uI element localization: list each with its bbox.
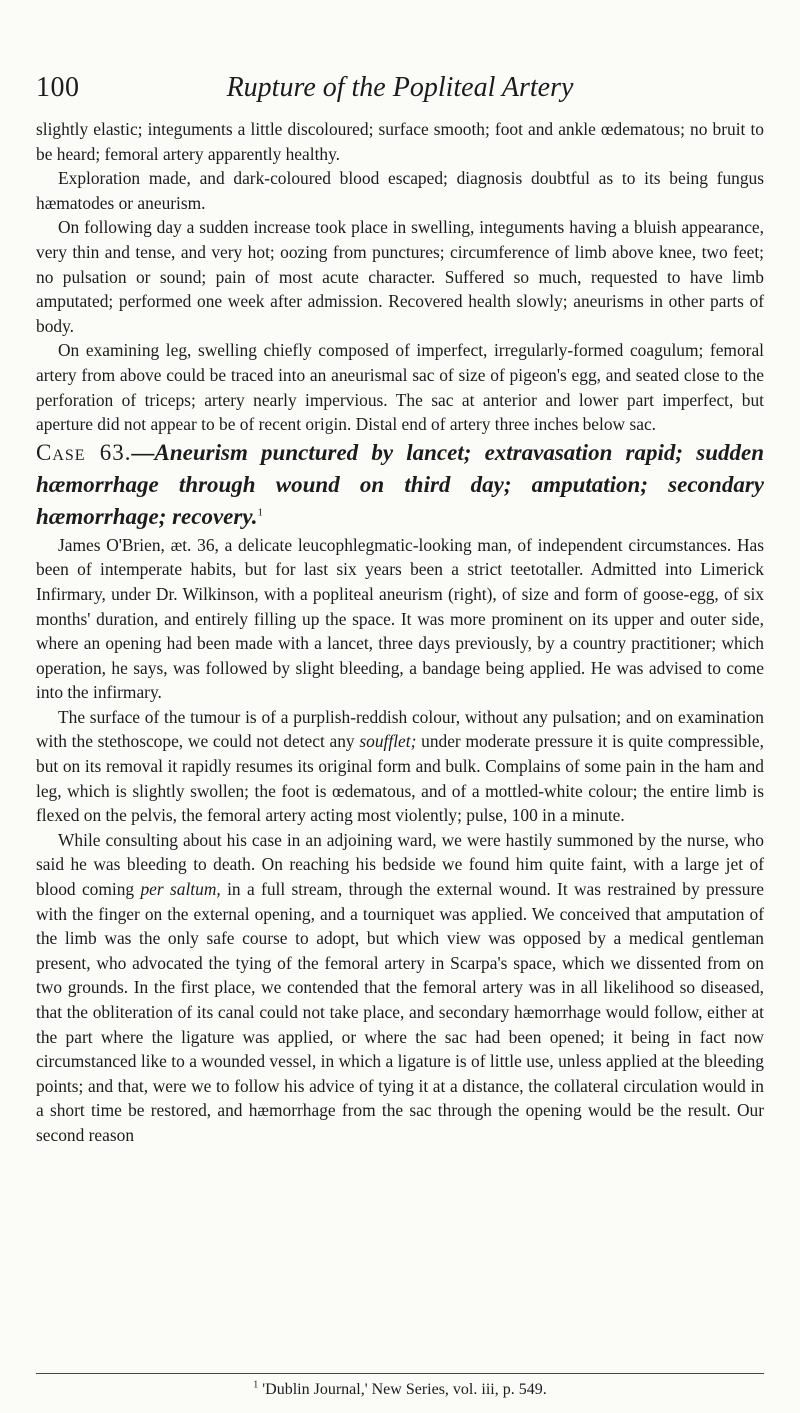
case-heading xyxy=(36,437,764,533)
case-title: —Aneurism punctured by lancet; extravasation rapid; sudden hæmorrhage through wound on third day; amputation; secondary hæmorrhage; recovery. xyxy=(36,439,764,529)
paragraph xyxy=(36,705,764,828)
paragraph: On examining leg, swelling chiefly composed of imperfect, irregularly-formed coagulum; femoral artery from above could be traced into an aneurismal sac of size of pigeon's egg, and seated close to the perforation of triceps; artery nearly impervious. The sac at anterior and lower part imperfect, but aperture did not appear to be of recent origin. Distal end of artery three inches below sac. xyxy=(36,340,764,435)
page-number: 100 xyxy=(36,72,80,103)
footnote-text: 'Dublin Journal,' New Series, vol. iii, p. 549. xyxy=(258,1381,547,1398)
page-header xyxy=(36,72,764,112)
paragraph-text: under moderate pressure it is quite compressible, but on its removal it rapidly resumes its original form and bulk. Complains of some pain in the ham and leg, which is slightly swollen; the foot is œdematous, and of a mottled-white colour; the entire limb is flexed on the pelvis, the femoral artery acting most violently; pulse, 100 in a minute. xyxy=(36,731,764,826)
paragraph: James O'Brien, æt. 36, a delicate leucophlegmatic-looking man, of independent circumstances. Has been of intemperate habits, but for last six years been a strict teetotaller. Admitted into Limerick Infirmary, under Dr. Wilkinson, with a popliteal aneurism (right), of size and form of goose-egg, of six months' duration, and entirely filling up the space. It was more prominent on its upper and outer side, where an opening had been made with a lancet, three days previously, by a country practitioner; which operation, he says, was followed by slight bleeding, a bandage being applied. He was advised to come into the infirmary. xyxy=(36,534,764,703)
footnote xyxy=(36,1379,764,1401)
paragraph: On following day a sudden increase took place in swelling, integuments having a bluish appearance, very thin and tense, and very hot; oozing from punctures; circumference of limb above knee, two feet; no pulsation or sound; pain of most acute character. Suffered so much, requested to have limb amputated; performed one week after admission. Recovered health slowly; aneurisms in other parts of body. xyxy=(36,217,764,336)
footnote-reference: 1 xyxy=(257,506,263,519)
footnote-marker: 1 xyxy=(253,1379,259,1391)
paragraph: Exploration made, and dark-coloured blood escaped; diagnosis doubtful as to its being fungus hæmatodes or aneurism. xyxy=(36,168,764,213)
italic-term: soufflet; xyxy=(359,731,417,752)
case-label: Case 63. xyxy=(36,439,132,465)
body-text xyxy=(36,117,764,1148)
paragraph: slightly elastic; integuments a little discoloured; surface smooth; foot and ankle œdematous; no bruit to be heard; femoral artery apparently healthy. xyxy=(36,119,764,164)
paragraph-text: in a full stream, through the external wound. It was restrained by pressure with the finger on the external opening, and a tourniquet was applied. We conceived that amputation of the limb was the only safe course to adopt, but which view was opposed by a medical gentleman present, who advocated the tying of the femoral artery in Scarpa's space, which we dissented from on two grounds. In the first place, we contended that the femoral artery was in all likelihood so diseased, that the obliteration of its canal could not take place, and secondary hæmorrhage would follow, either at the part where the ligature was applied, or where the sac had been opened; it being in fact now circumstanced like to a wounded vessel, in which a ligature is of little use, unless applied at the bleeding points; and that, were we to follow his advice of tying it at a distance, the collateral circulation would in a short time be restored, and hæmorrhage from the sac through the opening would be the result. Our second reason xyxy=(36,879,764,1145)
running-title: Rupture of the Popliteal Artery xyxy=(226,72,574,103)
italic-term: per saltum, xyxy=(140,879,221,900)
paragraph-text: The surface of the tumour is of a purplish-reddish colour, without any pulsation; and on examination with the stethoscope, we could not detect any xyxy=(36,706,764,752)
paragraph xyxy=(36,828,764,1148)
footnote-divider xyxy=(36,1373,764,1374)
paragraph-text: While consulting about his case in an adjoining ward, we were hastily summoned by the nurse, who said he was bleeding to death. On reaching his bedside we found him quite faint, with a large jet of blood coming xyxy=(36,829,764,900)
